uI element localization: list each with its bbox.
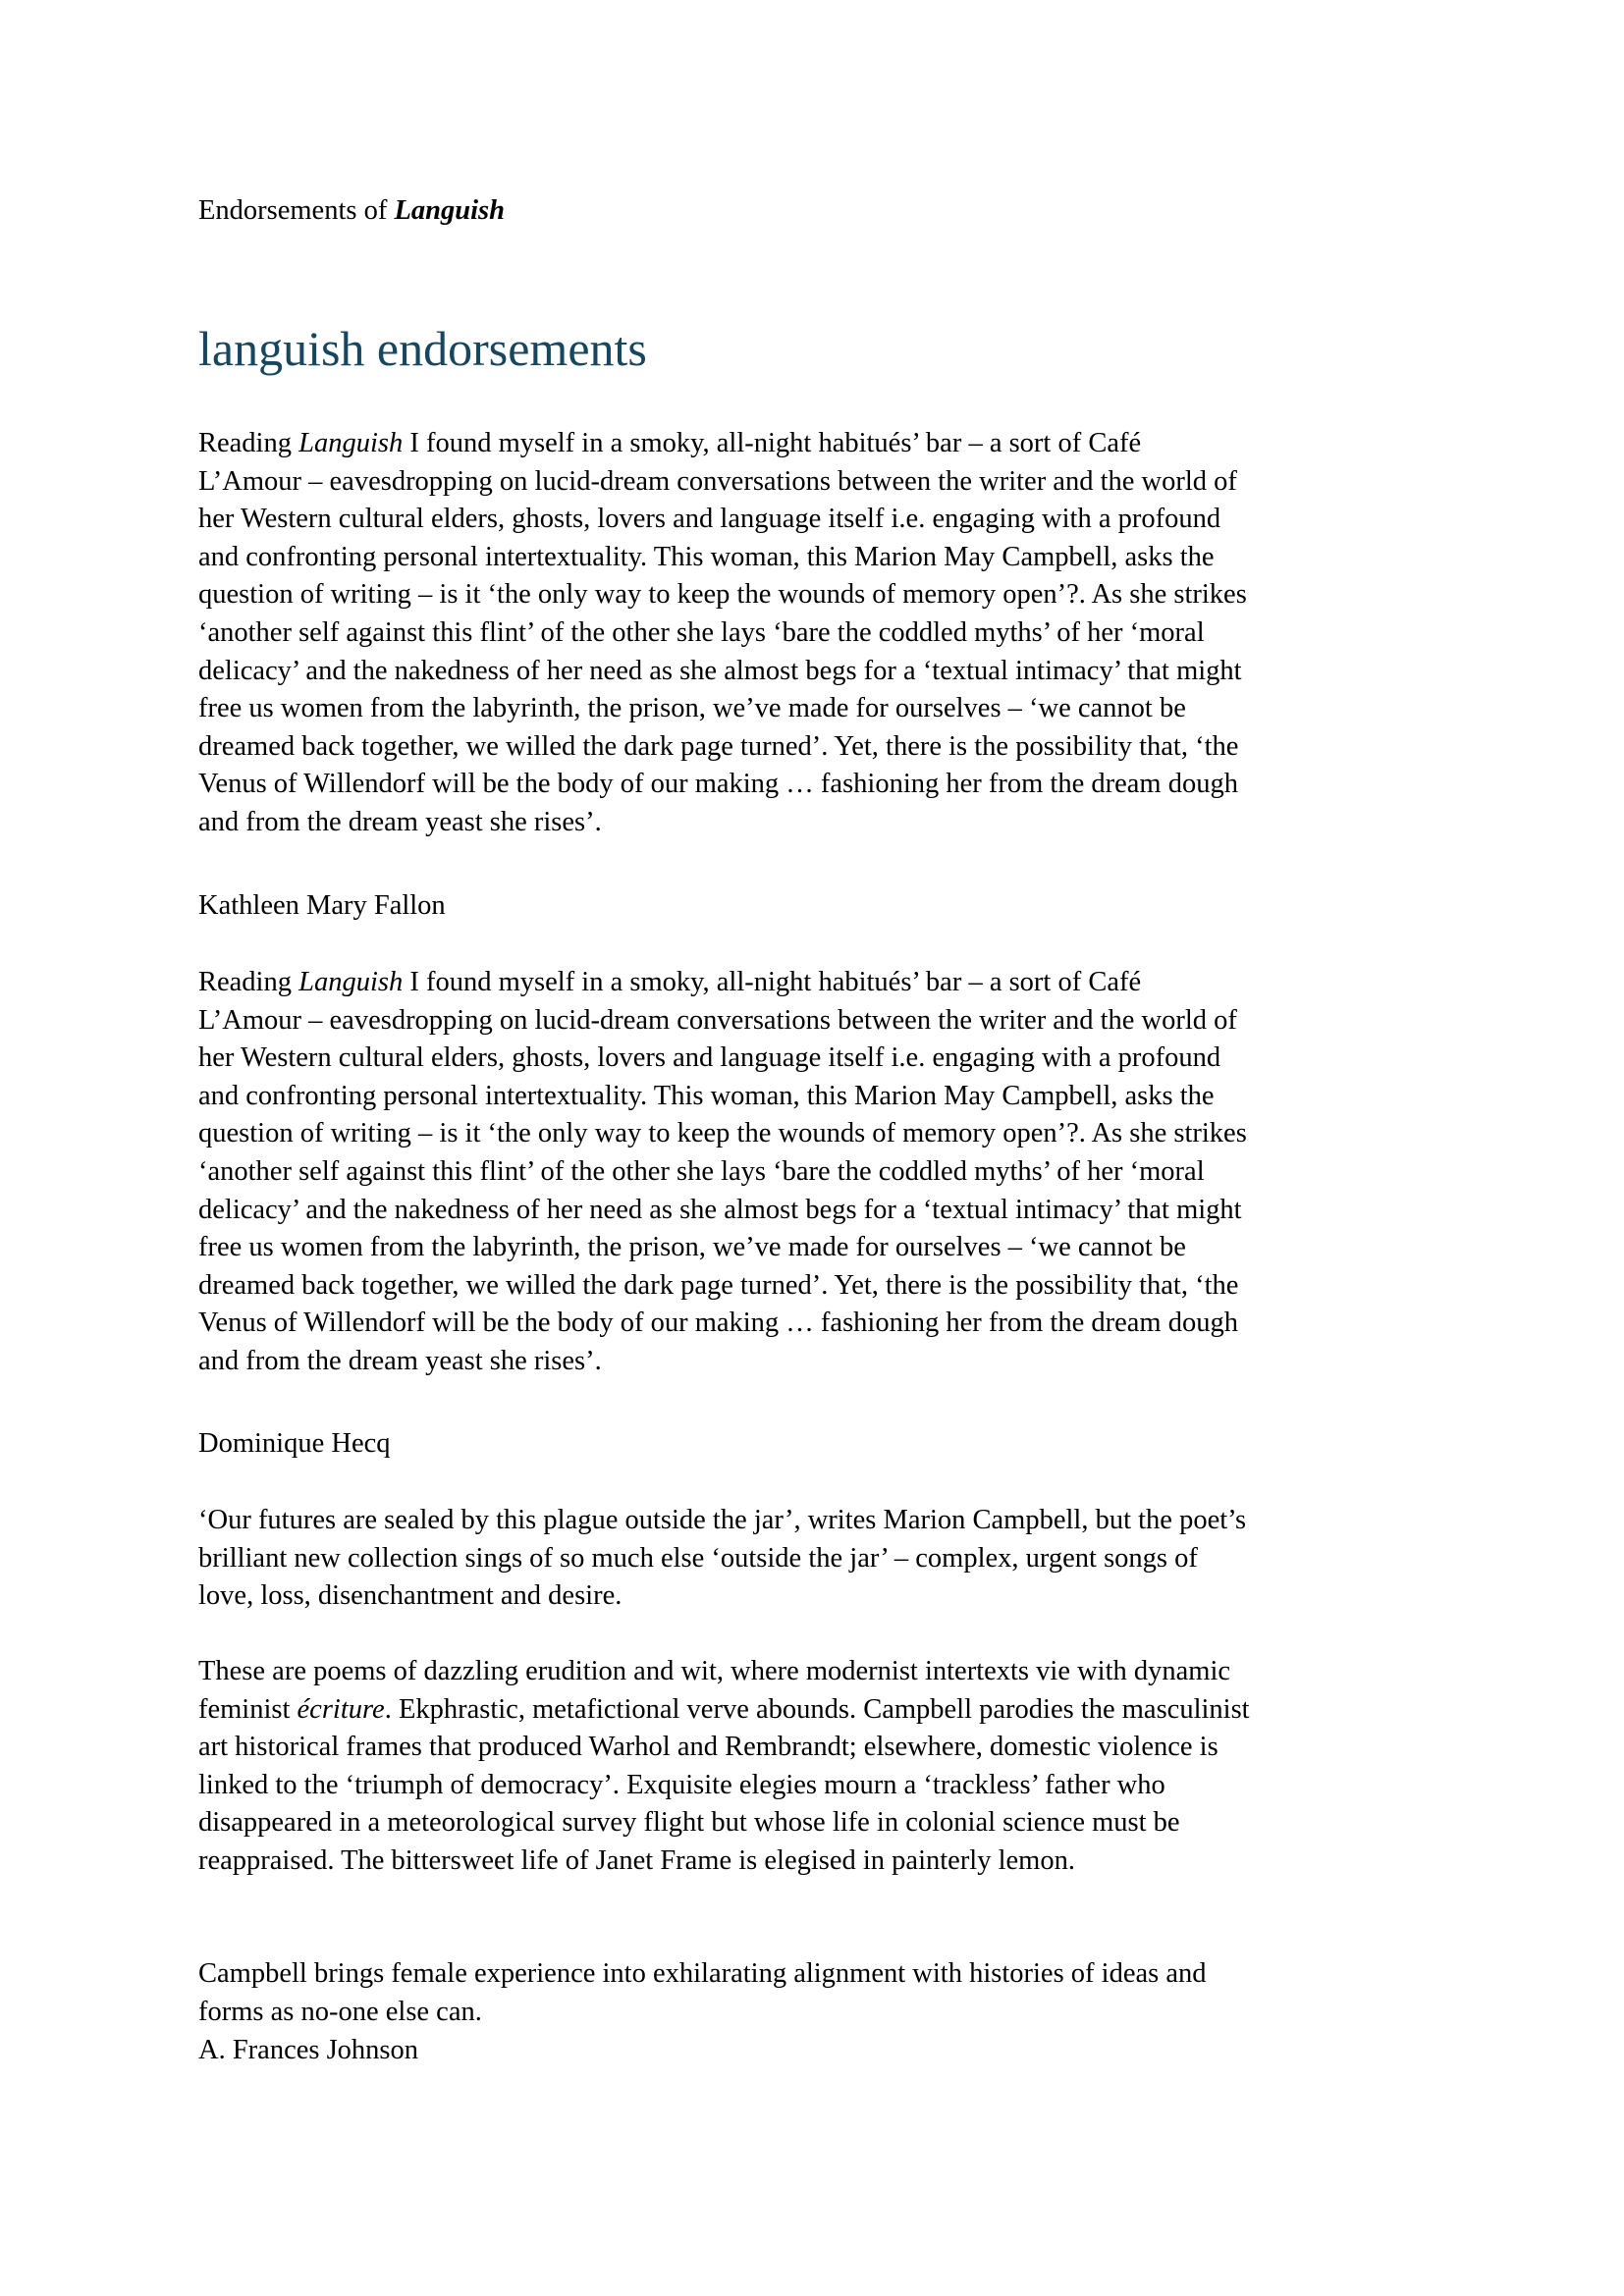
book-title-italic: Languish [298,967,404,997]
endorsement-2-author: Dominique Hecq [198,1428,391,1459]
title-prefix: Endorsements of [198,195,395,226]
text-line: and confronting personal intertextuality. This woman, this Marion May Campbell, asks the [198,1080,1215,1111]
text-line: These are poems of dazzling erudition and wit, where modernist intertexts vie with dynamic [198,1656,1231,1686]
book-title-italic: Languish [298,428,404,458]
text-line: feminist écriture. Ekphrastic, metafictional verve abounds. Campbell parodies the masculinist [198,1693,1250,1725]
text-line: art historical frames that produced Warhol and Rembrandt; elsewhere, domestic violence is [198,1732,1218,1763]
endorsement-2-paragraph-1 [198,964,1247,1381]
ecriture-italic: écriture [297,1693,385,1725]
text-line: L’Amour – eavesdropping on lucid-dream conversations between the writer and the world of [198,465,1237,497]
text-line: dreamed back together, we willed the dark page turned’. Yet, there is the possibility that, ‘the [198,730,1239,762]
text-line: Reading Languish I found myself in a smoky, all-night habitués’ bar – a sort of Café [198,428,1142,458]
text-line: free us women from the labyrinth, the prison, we’ve made for ourselves – ‘we cannot be [198,1232,1186,1263]
text-line: ‘another self against this flint’ of the other she lays ‘bare the coddled myths’ of her ‘moral [198,1155,1205,1187]
text-line: dreamed back together, we willed the dark page turned’. Yet, there is the possibility that, ‘the [198,1269,1239,1301]
text-line: Venus of Willendorf will be the body of our making … fashioning her from the dream dough [198,1308,1238,1339]
text-line: L’Amour – eavesdropping on lucid-dream conversations between the writer and the world of [198,1004,1237,1036]
text-line: her Western cultural elders, ghosts, lovers and language itself i.e. engaging with a profound [198,504,1221,535]
text-line: delicacy’ and the nakedness of her need as she almost begs for a ‘textual intimacy’ that might [198,1194,1242,1225]
text-line: forms as no-one else can. [198,1996,482,2027]
text-line: free us women from the labyrinth, the prison, we’ve made for ourselves – ‘we cannot be [198,693,1186,724]
endorsement-3-author: A. Frances Johnson [198,2035,419,2065]
text-line: her Western cultural elders, ghosts, lovers and language itself i.e. engaging with a profound [198,1042,1221,1074]
text-line: and from the dream yeast she rises’. [198,1345,602,1376]
text-line: ‘Our futures are sealed by this plague outside the jar’, writes Marion Campbell, but the poet’s [198,1505,1247,1535]
text-line: brilliant new collection sings of so much else ‘outside the jar’ – complex, urgent songs of [198,1542,1198,1574]
text-line: disappeared in a meteorological survey flight but whose life in colonial science must be [198,1807,1180,1839]
text-line: and confronting personal intertextuality. This woman, this Marion May Campbell, asks the [198,541,1215,572]
text-line: love, loss, disenchantment and desire. [198,1580,623,1612]
text-line: Campbell brings female experience into exhilarating alignment with histories of ideas and [198,1958,1207,1989]
text-line: question of writing – is it ‘the only way to keep the wounds of memory open’?. As she strikes [198,1118,1247,1149]
endorsement-3-paragraph-1 [198,1502,1246,1616]
page-heading: languish endorsements [198,321,647,376]
title-book-name: Languish [394,195,505,226]
text-line: delicacy’ and the nakedness of her need as she almost begs for a ‘textual intimacy’ that might [198,655,1242,686]
text-line: and from the dream yeast she rises’. [198,806,602,837]
endorsement-3-paragraph-2 [198,1653,1250,1881]
text-line: question of writing – is it ‘the only way to keep the wounds of memory open’?. As she strikes [198,579,1247,611]
text-line: ‘another self against this flint’ of the other she lays ‘bare the coddled myths’ of her ‘moral [198,616,1205,648]
endorsement-1-author: Kathleen Mary Fallon [198,890,446,921]
text-line: Venus of Willendorf will be the body of our making … fashioning her from the dream dough [198,769,1238,800]
endorsement-3-paragraph-3 [198,1955,1207,2031]
endorsement-1-paragraph-1 [198,425,1247,842]
document-title [198,192,505,230]
text-line: reappraised. The bittersweet life of Janet Frame is elegised in painterly lemon. [198,1844,1075,1876]
text-line: linked to the ‘triumph of democracy’. Exquisite elegies mourn a ‘trackless’ father who [198,1769,1165,1800]
text-line: Reading Languish I found myself in a smoky, all-night habitués’ bar – a sort of Café [198,967,1142,997]
